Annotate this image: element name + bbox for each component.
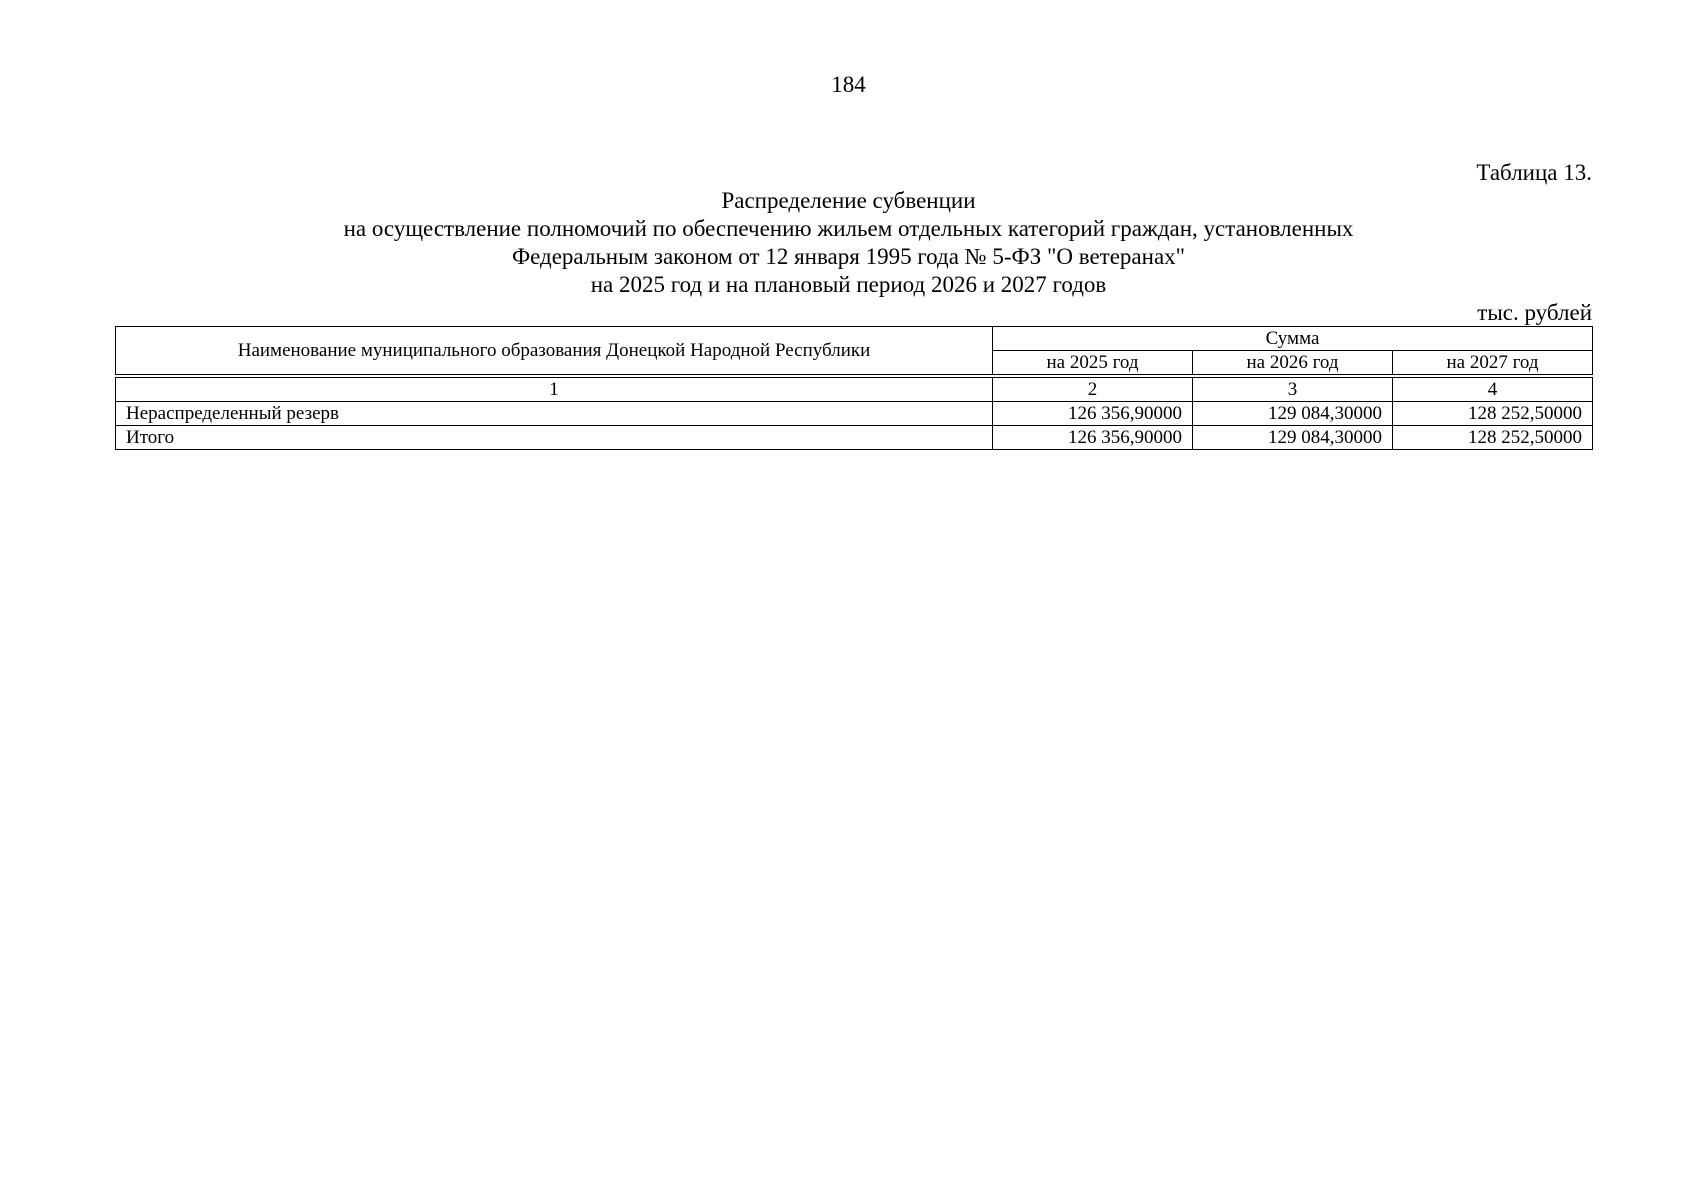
row-value-2027: 128 252,50000 [1393, 402, 1593, 426]
table-row [116, 402, 1593, 426]
year-header-2027: на 2027 год [1393, 351, 1593, 375]
column-number: 2 [993, 378, 1193, 402]
title-line: на осуществление полномочий по обеспечению жильем отдельных категорий граждан, установленных [343, 216, 1354, 241]
row-value-2025: 126 356,90000 [993, 402, 1193, 426]
column-number-row [116, 378, 1593, 402]
subvention-table [115, 326, 1593, 450]
title-line: Распределение субвенции [721, 188, 976, 213]
title-line: Федеральным законом от 12 января 1995 года № 5-ФЗ "О ветеранах" [511, 244, 1186, 269]
column-number: 1 [116, 378, 993, 402]
document-title [0, 187, 1697, 299]
total-row [116, 426, 1593, 450]
row-value-2026: 129 084,30000 [1193, 426, 1393, 450]
row-value-2025: 126 356,90000 [993, 426, 1193, 450]
year-header-2026: на 2026 год [1193, 351, 1393, 375]
row-name: Нераспределенный резерв [116, 402, 993, 426]
column-number: 3 [1193, 378, 1393, 402]
row-name: Итого [116, 426, 993, 450]
header-row [116, 327, 1593, 351]
year-header-2025: на 2025 год [993, 351, 1193, 375]
title-line: на 2025 год и на плановый период 2026 и 2027 годов [590, 272, 1107, 297]
column-number: 4 [1393, 378, 1593, 402]
row-value-2026: 129 084,30000 [1193, 402, 1393, 426]
units-label: тыс. рублей [1477, 300, 1592, 325]
sum-column-header: Сумма [993, 327, 1593, 351]
page-number: 184 [831, 72, 866, 97]
table-number: Таблица 13. [1476, 160, 1592, 185]
row-value-2027: 128 252,50000 [1393, 426, 1593, 450]
name-column-header: Наименование муниципального образования Донецкой Народной Республики [116, 327, 993, 375]
